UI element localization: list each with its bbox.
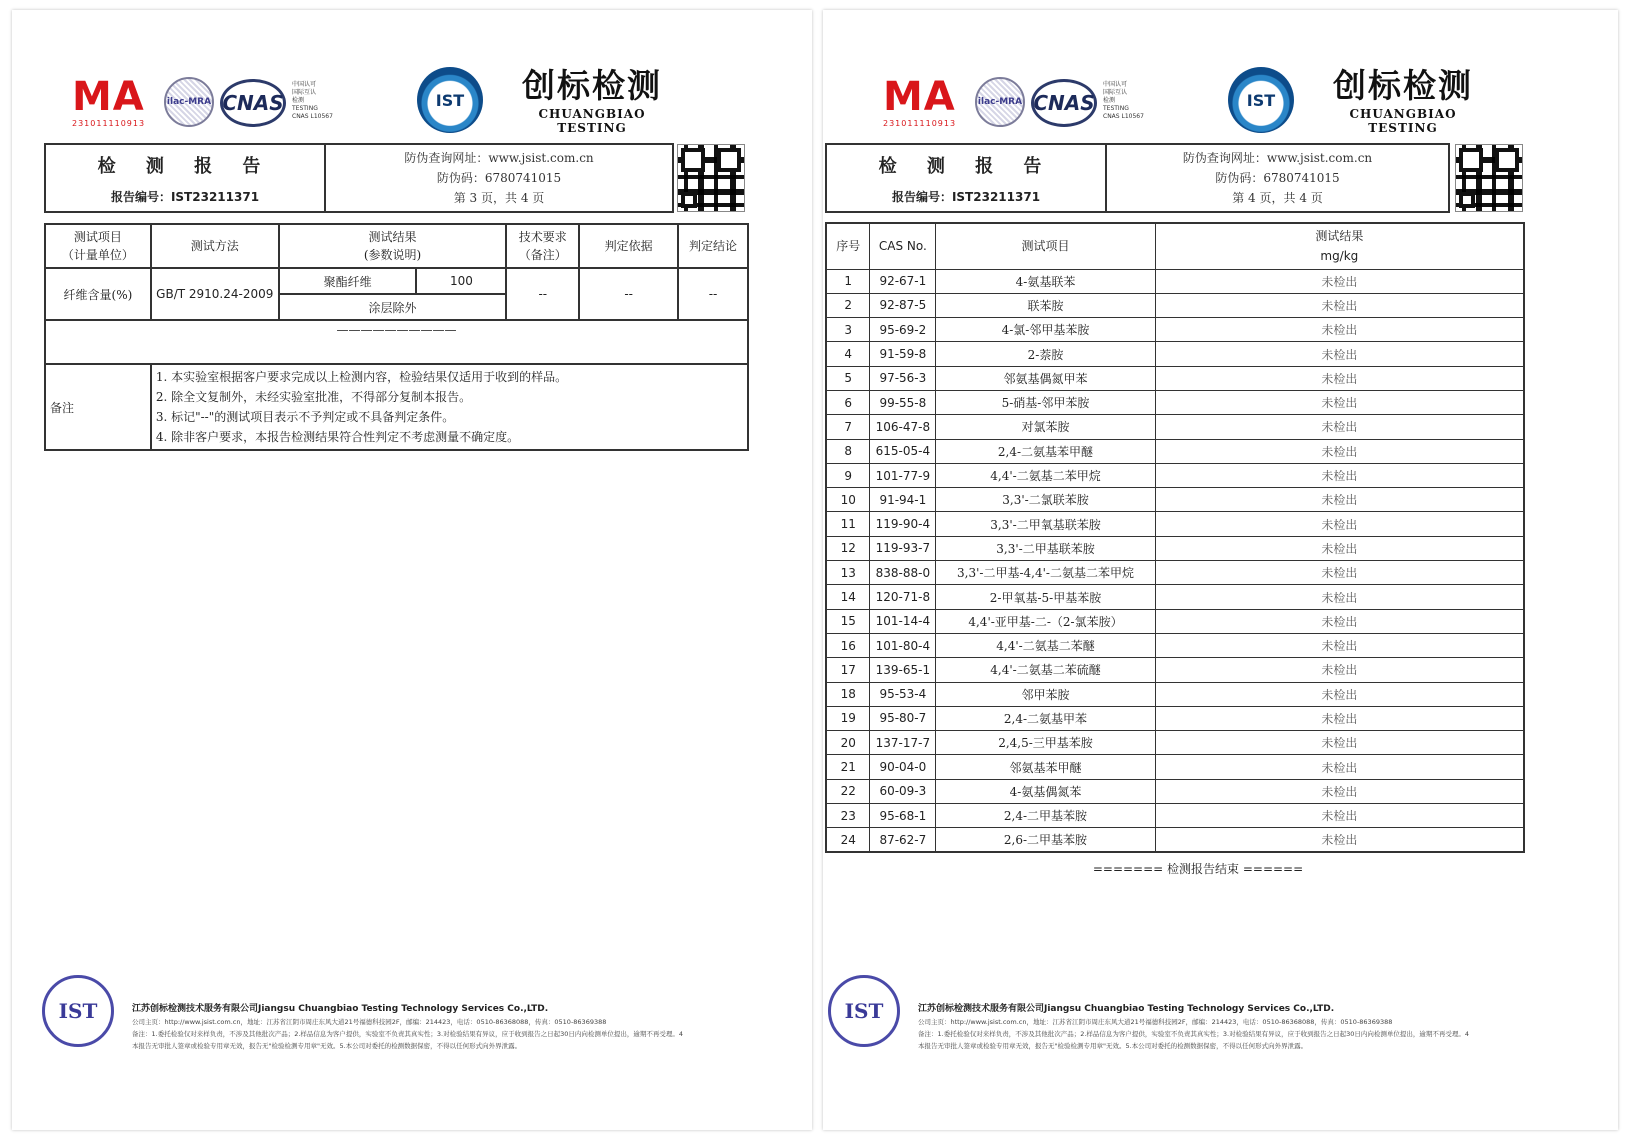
logo-bar: [823, 65, 1618, 140]
cell-test-item: 2-甲氧基-5-甲基苯胺: [936, 585, 1155, 609]
table-row: [826, 706, 1524, 730]
cell-test-item: 3,3'-二甲基-4,4'-二氨基二苯甲烷: [936, 561, 1155, 585]
table-row: [826, 633, 1524, 657]
separator-row: [45, 320, 748, 364]
cell-cas: 119-93-7: [870, 536, 936, 560]
table-row: [826, 269, 1524, 293]
report-page-3: [12, 10, 812, 1130]
footer-line: 备注：1.委托检验仅对来样负责，不涉及其他批次产品；2.样品信息为客户提供，实验室不负责其真实性；3.对检验结果有异议，应于收到报告之日起30日内向检测单位提出，逾期不再受理。4: [132, 1030, 684, 1038]
page-footer: [42, 975, 752, 1055]
cell-cas: 99-55-8: [870, 390, 936, 414]
header-result: [1155, 223, 1524, 269]
cell-test-item: 4,4'-二氨基二苯硫醚: [936, 658, 1155, 682]
cell-test-item: 邻甲苯胺: [936, 682, 1155, 706]
cell-seq: 11: [826, 512, 870, 536]
seal-text: IST: [58, 999, 98, 1023]
cell-basis: --: [579, 268, 678, 320]
cell-test-item: 4-氨基联苯: [936, 269, 1155, 293]
cell-cas: 615-05-4: [870, 439, 936, 463]
cell-cas: 95-80-7: [870, 706, 936, 730]
brand-name: [502, 65, 682, 135]
cell-test-item: 2-萘胺: [936, 342, 1155, 366]
footer-line: 本报告无审批人签章或检验专用章无效，报告无"检验检测专用章"无效。5.本公司对委托的检测数据保密，不得以任何形式向外界泄露。: [132, 1042, 522, 1050]
cell-seq: 10: [826, 488, 870, 512]
qr-code: [1455, 144, 1523, 212]
cma-number: 231011110913: [72, 119, 146, 128]
table-row: [826, 318, 1524, 342]
header-cas: CAS No.: [870, 223, 936, 269]
report-number-label: 报告编号：: [110, 189, 171, 204]
cell-seq: 12: [826, 536, 870, 560]
cell-cas: 106-47-8: [870, 415, 936, 439]
footer-company: 江苏创标检测技术服务有限公司Jiangsu Chuangbiao Testing Technology Services Co.,LTD.: [132, 1004, 549, 1014]
cell-cas: 95-53-4: [870, 682, 936, 706]
table-row: [826, 585, 1524, 609]
cell-seq: 14: [826, 585, 870, 609]
cell-cas: 139-65-1: [870, 658, 936, 682]
cell-result: 未检出: [1155, 755, 1524, 779]
cell-result: 未检出: [1155, 828, 1524, 852]
note-line: 1. 本实验室根据客户要求完成以上检测内容，检验结果仅适用于收到的样品。: [155, 370, 568, 384]
cma-logo-text: MA: [883, 74, 956, 120]
cell-result: 未检出: [1155, 633, 1524, 657]
cell-cas: 92-67-1: [870, 269, 936, 293]
cell-seq: 20: [826, 731, 870, 755]
cell-result: 未检出: [1155, 536, 1524, 560]
cell-cas: 101-77-9: [870, 463, 936, 487]
verification-cell: [326, 145, 672, 211]
cell-cas: 119-90-4: [870, 512, 936, 536]
header-result-unit: mg/kg: [1320, 249, 1359, 264]
anti-fake-code: 防伪码：6780741015: [436, 171, 562, 185]
cma-logo: [883, 75, 971, 133]
verify-url: 防伪查询网址：www.jsist.com.cn: [404, 151, 594, 165]
cell-seq: 13: [826, 561, 870, 585]
header-seq: 序号: [826, 223, 870, 269]
ilac-logo-text: ilac-MRA: [977, 97, 1023, 107]
cnas-caption-line: TESTING: [292, 105, 318, 112]
report-header-box: [44, 143, 674, 213]
table-row: [826, 828, 1524, 852]
company-seal: [42, 975, 114, 1047]
substance-rows: [826, 269, 1524, 852]
ilac-mra-logo: [975, 77, 1025, 127]
table-row: [45, 268, 748, 294]
table-row: [826, 804, 1524, 828]
cell-test-item: 3,3'-二氯联苯胺: [936, 488, 1155, 512]
table-row: [826, 293, 1524, 317]
cell-test-item: 5-硝基-邻甲苯胺: [936, 390, 1155, 414]
ist-logo-text: IST: [435, 90, 465, 110]
table-row: [826, 439, 1524, 463]
verification-cell: [1107, 145, 1448, 211]
cell-test-item: 2,6-二甲基苯胺: [936, 828, 1155, 852]
header-test-item: 测试项目 （计量单位）: [45, 224, 151, 268]
result-table: [44, 223, 749, 451]
footer-line: 公司主页：http://www.jsist.com.cn，地址：江苏省江阴市周庄东风大道21号福德科技园2F，邮编：214423，电话：0510-86368088，传真：0510-86369388: [132, 1018, 607, 1026]
table-row: [826, 682, 1524, 706]
cell-result: 未检出: [1155, 804, 1524, 828]
cma-logo: [72, 75, 160, 133]
cell-seq: 19: [826, 706, 870, 730]
cell-cas: 101-80-4: [870, 633, 936, 657]
cell-test-item: 3,3'-二甲氧基联苯胺: [936, 512, 1155, 536]
separator-cell: [45, 320, 748, 364]
cell-seq: 21: [826, 755, 870, 779]
note-line: 4. 除非客户要求，本报告检测结果符合性判定不考虑测量不确定度。: [155, 430, 520, 444]
cell-seq: 7: [826, 415, 870, 439]
cell-test-item: 3,3'-二甲基联苯胺: [936, 536, 1155, 560]
header-test-method: 测试方法: [151, 224, 279, 268]
cell-result: 未检出: [1155, 731, 1524, 755]
cell-seq: 4: [826, 342, 870, 366]
cell-result: 未检出: [1155, 415, 1524, 439]
cell-test-item: 2,4-二甲基苯胺: [936, 804, 1155, 828]
report-title-cell: [827, 145, 1107, 211]
cell-seq: 23: [826, 804, 870, 828]
seal-text: IST: [844, 999, 884, 1023]
cell-coating: 涂层除外: [279, 294, 507, 320]
cnas-caption-line: 国际互认: [292, 89, 317, 96]
footer-line: 本报告无审批人签章或检验专用章无效，报告无"检验检测专用章"无效。5.本公司对委托的检测数据保密，不得以任何形式向外界泄露。: [918, 1042, 1308, 1050]
ist-logo: [417, 67, 483, 133]
cell-seq: 24: [826, 828, 870, 852]
cnas-caption: [292, 81, 333, 121]
table-row: [826, 390, 1524, 414]
page-info: 第 3 页，共 4 页: [453, 191, 545, 205]
table-header-row: [45, 224, 748, 268]
cell-result: 未检出: [1155, 342, 1524, 366]
cell-result: 未检出: [1155, 390, 1524, 414]
cell-test-item: 联苯胺: [936, 293, 1155, 317]
brand-cn: 创标检测: [522, 66, 662, 105]
footer-line: 公司主页：http://www.jsist.com.cn，地址：江苏省江阴市周庄东风大道21号福德科技园2F，邮编：214423，电话：0510-86368088，传真：0510-86369388: [918, 1018, 1393, 1026]
report-number-value: IST23211371: [951, 189, 1041, 204]
cell-result: 未检出: [1155, 779, 1524, 803]
verify-url: 防伪查询网址：www.jsist.com.cn: [1182, 151, 1373, 165]
cnas-caption-line: TESTING: [1103, 105, 1129, 112]
cnas-logo-text: CNAS: [222, 91, 284, 115]
cell-seq: 6: [826, 390, 870, 414]
page-info: 第 4 页，共 4 页: [1232, 191, 1323, 205]
cell-result: 未检出: [1155, 682, 1524, 706]
header-requirement: 技术要求 （备注）: [506, 224, 579, 268]
cell-seq: 18: [826, 682, 870, 706]
cell-result: 未检出: [1155, 439, 1524, 463]
cell-cas: 97-56-3: [870, 366, 936, 390]
cnas-caption-line: 中国认可: [1103, 81, 1128, 88]
report-number: [892, 188, 1040, 205]
cell-test-item: 邻氨基偶氮甲苯: [936, 366, 1155, 390]
cell-result: 未检出: [1155, 269, 1524, 293]
header-test-item: 测试项目: [936, 223, 1155, 269]
cell-test-item: 4-氨基偶氮苯: [936, 779, 1155, 803]
cnas-caption-line: 检测: [1103, 97, 1116, 104]
table-row: [826, 658, 1524, 682]
cell-result: 未检出: [1155, 585, 1524, 609]
table-row: [826, 779, 1524, 803]
ist-logo-text: IST: [1246, 90, 1276, 110]
cell-test-item: 2,4-二氨基甲苯: [936, 706, 1155, 730]
cell-cas: 95-68-1: [870, 804, 936, 828]
cell-cas: 92-87-5: [870, 293, 936, 317]
brand-en: CHUANGBIAO TESTING: [1349, 107, 1457, 135]
cell-result: 未检出: [1155, 488, 1524, 512]
cell-result: 未检出: [1155, 512, 1524, 536]
table-header-row: [826, 223, 1524, 269]
report-title-cell: [46, 145, 326, 211]
table-row: [826, 366, 1524, 390]
cell-cas: 90-04-0: [870, 755, 936, 779]
cnas-caption-line: CNAS L10567: [1103, 113, 1144, 120]
report-title: 检 测 报 告: [97, 155, 273, 177]
table-row: [826, 488, 1524, 512]
cell-requirement: --: [506, 268, 579, 320]
cell-fiber: 聚酯纤维: [279, 268, 417, 294]
cnas-logo-text: CNAS: [1033, 91, 1095, 115]
cell-fiber-value: 100: [416, 268, 506, 294]
brand-cn: 创标检测: [1333, 66, 1473, 105]
cell-cas: 101-14-4: [870, 609, 936, 633]
cell-seq: 3: [826, 318, 870, 342]
qr-code: [677, 144, 745, 212]
cnas-caption-line: 中国认可: [292, 81, 317, 88]
cell-seq: 1: [826, 269, 870, 293]
cell-cas: 91-59-8: [870, 342, 936, 366]
anti-fake-code: 防伪码：6780741015: [1215, 171, 1340, 185]
cell-cas: 838-88-0: [870, 561, 936, 585]
report-number: [111, 188, 259, 205]
substance-table: [825, 222, 1525, 853]
cell-seq: 2: [826, 293, 870, 317]
cell-result: 未检出: [1155, 318, 1524, 342]
report-number-value: IST23211371: [170, 189, 260, 204]
table-row: [826, 536, 1524, 560]
cell-seq: 15: [826, 609, 870, 633]
note-line: 2. 除全文复制外，未经实验室批准，不得部分复制本报告。: [155, 390, 472, 404]
cell-test-item: 2,4-二氨基苯甲醚: [936, 439, 1155, 463]
cell-result: 未检出: [1155, 366, 1524, 390]
cell-test-item: 2,4,5-三甲基苯胺: [936, 731, 1155, 755]
report-number-label: 报告编号：: [891, 189, 952, 204]
cell-result: 未检出: [1155, 293, 1524, 317]
company-seal: [828, 975, 900, 1047]
table-row: [826, 463, 1524, 487]
cnas-caption: [1103, 81, 1144, 121]
cma-number: 231011110913: [883, 119, 957, 128]
header-conclusion: 判定结论: [678, 224, 748, 268]
table-row: [826, 755, 1524, 779]
footer-line: 备注：1.委托检验仅对来样负责，不涉及其他批次产品；2.样品信息为客户提供，实验室不负责其真实性；3.对检验结果有异议，应于收到报告之日起30日内向检测单位提出，逾期不再受理。4: [918, 1030, 1470, 1038]
cnas-logo: [1031, 79, 1097, 127]
cell-cas: 60-09-3: [870, 779, 936, 803]
cell-test-item: 4,4'-二氨基二苯醚: [936, 633, 1155, 657]
table-row: [826, 561, 1524, 585]
page-footer: [828, 975, 1538, 1055]
cell-seq: 17: [826, 658, 870, 682]
notes-label: 备注: [45, 364, 151, 450]
cnas-logo: [220, 79, 286, 127]
table-row: [826, 512, 1524, 536]
cell-test-item: 邻氨基苯甲醚: [936, 755, 1155, 779]
cell-seq: 5: [826, 366, 870, 390]
table-row: [826, 609, 1524, 633]
cell-method: GB/T 2910.24-2009: [151, 268, 279, 320]
report-page-4: [823, 10, 1618, 1130]
cnas-caption-line: 检测: [292, 97, 305, 104]
cell-test-item: 4,4'-二氨基二苯甲烷: [936, 463, 1155, 487]
separator-line: ——————————: [336, 323, 457, 337]
cell-result: 未检出: [1155, 706, 1524, 730]
cell-result: 未检出: [1155, 561, 1524, 585]
header-basis: 判定依据: [579, 224, 678, 268]
cell-cas: 120-71-8: [870, 585, 936, 609]
cell-item: 纤维含量(%): [45, 268, 151, 320]
logo-bar: [12, 65, 812, 140]
cell-test-item: 4,4'-亚甲基-二-（2-氯苯胺）: [936, 609, 1155, 633]
brand-name: [1313, 65, 1493, 135]
cell-result: 未检出: [1155, 463, 1524, 487]
report-end-marker: ======= 检测报告结束 ======: [1092, 862, 1304, 876]
header-test-result: 测试结果 (参数说明): [279, 224, 507, 268]
cell-seq: 8: [826, 439, 870, 463]
cnas-caption-line: CNAS L10567: [292, 113, 333, 120]
cell-test-item: 4-氯-邻甲基苯胺: [936, 318, 1155, 342]
cell-seq: 9: [826, 463, 870, 487]
cell-cas: 87-62-7: [870, 828, 936, 852]
footer-company: 江苏创标检测技术服务有限公司Jiangsu Chuangbiao Testing Technology Services Co.,LTD.: [918, 1004, 1335, 1014]
table-row: [826, 415, 1524, 439]
ilac-mra-logo: [164, 77, 214, 127]
notes-row: [45, 364, 748, 450]
cell-cas: 137-17-7: [870, 731, 936, 755]
cell-cas: 95-69-2: [870, 318, 936, 342]
cell-test-item: 对氯苯胺: [936, 415, 1155, 439]
cnas-caption-line: 国际互认: [1103, 89, 1128, 96]
report-title: 检 测 报 告: [878, 155, 1054, 177]
ilac-logo-text: ilac-MRA: [166, 97, 212, 107]
note-line: 3. 标记"--"的测试项目表示不予判定或不具备判定条件。: [155, 410, 455, 424]
cell-cas: 91-94-1: [870, 488, 936, 512]
cell-seq: 22: [826, 779, 870, 803]
cell-result: 未检出: [1155, 609, 1524, 633]
cell-result: 未检出: [1155, 658, 1524, 682]
brand-en: CHUANGBIAO TESTING: [538, 107, 646, 135]
cma-logo-text: MA: [72, 74, 145, 120]
report-header-box: [825, 143, 1450, 213]
notes-cell: [151, 364, 748, 450]
header-result-label: 测试结果: [1315, 229, 1364, 244]
table-row: [826, 342, 1524, 366]
cell-conclusion: --: [678, 268, 748, 320]
table-row: [826, 731, 1524, 755]
cell-seq: 16: [826, 633, 870, 657]
ist-logo: [1228, 67, 1294, 133]
